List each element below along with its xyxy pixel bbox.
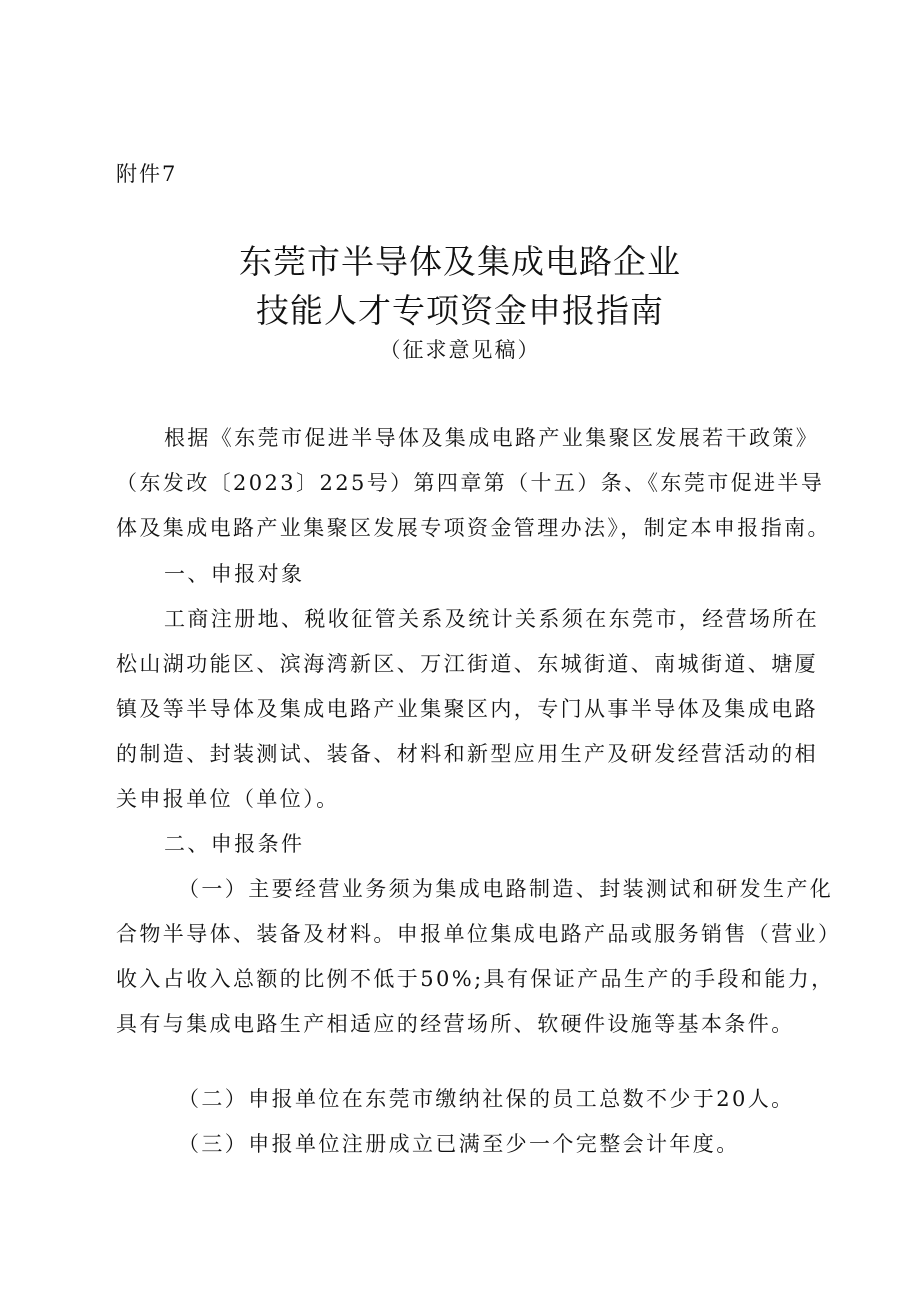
- paragraph-applicants-line-1: 工商注册地、税收征管关系及统计关系须在东莞市，经营场所在: [164, 607, 820, 631]
- condition-1-line-1: （一）主要经营业务须为集成电路制造、封装测试和研发生产化: [178, 877, 834, 901]
- paragraph-basis-line-1: 根据《东莞市促进半导体及集成电路产业集聚区发展若干政策》: [164, 426, 820, 450]
- document-subtitle: （征求意见稿）: [379, 338, 541, 362]
- paragraph-basis-line-2: （东发改〔2023〕225号）第四章第（十五）条、《东莞市促进半导: [116, 471, 825, 495]
- attachment-label: 附件7: [116, 162, 178, 186]
- condition-1-line-2: 合物半导体、装备及材料。申报单位集成电路产品或服务销售（营业）: [116, 922, 842, 946]
- paragraph-basis-line-3: 体及集成电路产业集聚区发展专项资金管理办法》，制定本申报指南。: [116, 516, 831, 540]
- paragraph-applicants-line-3: 镇及等半导体及集成电路产业集聚区内，专门从事半导体及集成电路: [116, 697, 818, 721]
- paragraph-applicants-line-5: 关申报单位（单位）。: [116, 787, 340, 811]
- condition-3: （三）申报单位注册成立已满至少一个完整会计年度。: [178, 1132, 740, 1156]
- document-title-line-1: 东莞市半导体及集成电路企业: [239, 242, 681, 281]
- paragraph-applicants-line-2: 松山湖功能区、滨海湾新区、万江街道、东城街道、南城街道、塘厦: [116, 652, 818, 676]
- paragraph-applicants-line-4: 的制造、封装测试、装备、材料和新型应用生产及研发经营活动的相: [116, 742, 818, 766]
- section-heading-conditions: 二、申报条件: [164, 832, 305, 856]
- condition-2: （二）申报单位在东莞市缴纳社保的员工总数不少于20人。: [178, 1087, 795, 1111]
- document-title-line-2: 技能人才专项资金申报指南: [256, 291, 664, 330]
- condition-1-line-4: 具有与集成电路生产相适应的经营场所、软硬件设施等基本条件。: [116, 1012, 795, 1036]
- condition-1-line-3: 收入占收入总额的比例不低于50%;具有保证产品生产的手段和能力，: [116, 967, 835, 991]
- section-heading-applicants: 一、申报对象: [164, 562, 305, 586]
